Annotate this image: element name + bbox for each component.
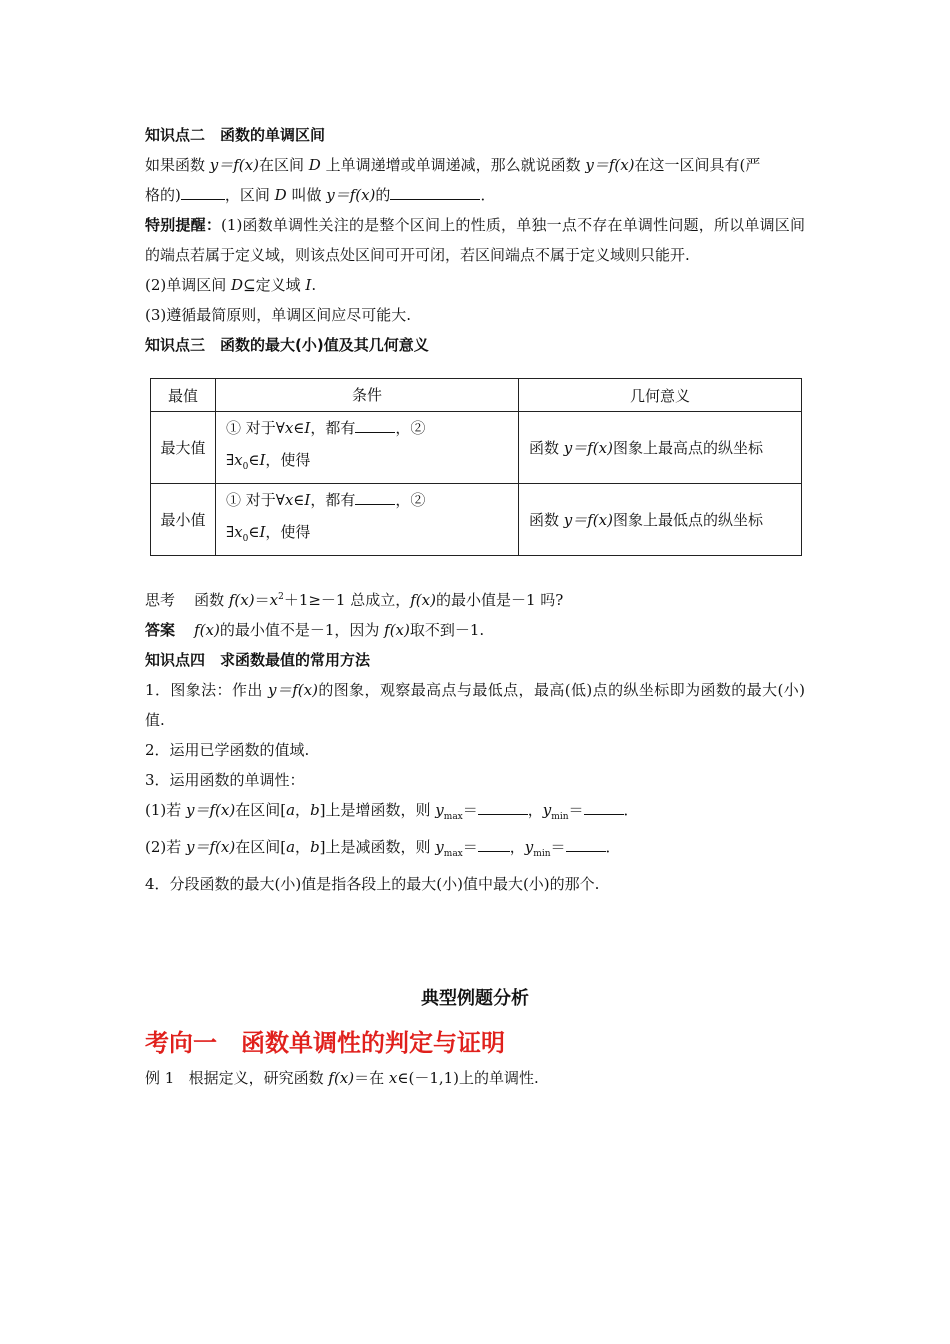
answer-blank[interactable] (478, 835, 510, 852)
k4-method-3b: (2)若 y＝f(x)在区间[a，b]上是减函数，则 $y_{max}=$ ，$y_{min}=$ ． (145, 832, 805, 869)
k2-tip-2: (2)单调区间 D⊆定义域 I. (145, 276, 317, 294)
k4-method-2: 2．运用已学函数的值域. (145, 741, 310, 759)
answer-blank[interactable] (478, 798, 528, 815)
example-1: 例 1 根据定义，研究函数 f(x)＝在 x∈(－1,1)上的单调性. (145, 1069, 539, 1087)
extremum-table (150, 378, 802, 556)
example-label: 例 1 (145, 1069, 175, 1087)
k2-paragraph-line2: 格的) ，区间 D 叫做 y＝f(x)的 ． (145, 180, 805, 210)
answer-blank[interactable] (355, 488, 395, 505)
document-page (145, 120, 805, 1093)
tip-label: 特别提醒： (145, 216, 222, 234)
k2-heading: 知识点二 函数的单调区间 (145, 126, 326, 144)
table-header: 条件 (216, 379, 519, 412)
table-row (151, 484, 802, 556)
k2-tip-3: (3)遵循最简原则，单调区间应尽可能大. (145, 306, 412, 324)
table-header: 最值 (151, 379, 216, 412)
k4-method-1: 1．图象法：作出 y＝f(x)的图象，观察最高点与最低点，最高(低)点的纵坐标即为函数的最大(小)值. (145, 681, 805, 729)
table-row (151, 412, 802, 484)
row-condition: ① 对于∀x∈I，都有 ，② $\exists x_0\in I$，使得 (216, 412, 519, 484)
table-header-row (151, 379, 802, 412)
row-condition: ① 对于∀x∈I，都有 ，② $\exists x_0\in I$，使得 (216, 484, 519, 556)
section-title: 典型例题分析 (421, 988, 529, 1009)
answer-blank[interactable] (566, 835, 606, 852)
table-header: 几何意义 (519, 379, 802, 412)
think-question: 思考 函数 $f(x)=x^2+1\ge-1$ 总成立，f(x)的最小值是－1 吗? (145, 591, 564, 609)
answer-blank[interactable] (584, 798, 624, 815)
k4-method-3a: (1)若 y＝f(x)在区间[a，b]上是增函数，则 $y_{max}=$ ，$y_{min}=$ ． (145, 795, 805, 832)
k4-method-4: 4．分段函数的最大(小)值是指各段上的最大(小)值中最大(小)的那个. (145, 875, 600, 893)
row-meaning: 函数 y＝f(x)图象上最高点的纵坐标 (519, 412, 802, 484)
k2-tip-1: 特别提醒：(1)函数单调性关注的是整个区间上的性质，单独一点不存在单调性问题，所以单调区间的端点若属于定义域，则该点处区间可开可闭，若区间端点不属于定义域则只能开. (145, 216, 805, 264)
row-meaning: 函数 y＝f(x)图象上最低点的纵坐标 (519, 484, 802, 556)
think-label: 思考 (145, 591, 176, 609)
answer-blank[interactable] (390, 183, 480, 200)
answer-blank[interactable] (355, 416, 395, 433)
answer-label: 答案 (145, 621, 176, 639)
row-name: 最小值 (151, 484, 216, 556)
k4-method-3: 3．运用函数的单调性： (145, 771, 305, 789)
k2-paragraph-line1: 如果函数 y＝f(x)在区间 D 上单调递增或单调递减，那么就说函数 y＝f(x)在这一区间具有(严 (145, 156, 761, 174)
k4-heading: 知识点四 求函数最值的常用方法 (145, 651, 371, 669)
topic-title: 考向一 函数单调性的判定与证明 (145, 1029, 505, 1057)
think-answer: 答案 f(x)的最小值不是－1，因为 f(x)取不到－1. (145, 621, 485, 639)
answer-blank[interactable] (181, 183, 225, 200)
k3-heading: 知识点三 函数的最大(小)值及其几何意义 (145, 336, 429, 354)
row-name: 最大值 (151, 412, 216, 484)
